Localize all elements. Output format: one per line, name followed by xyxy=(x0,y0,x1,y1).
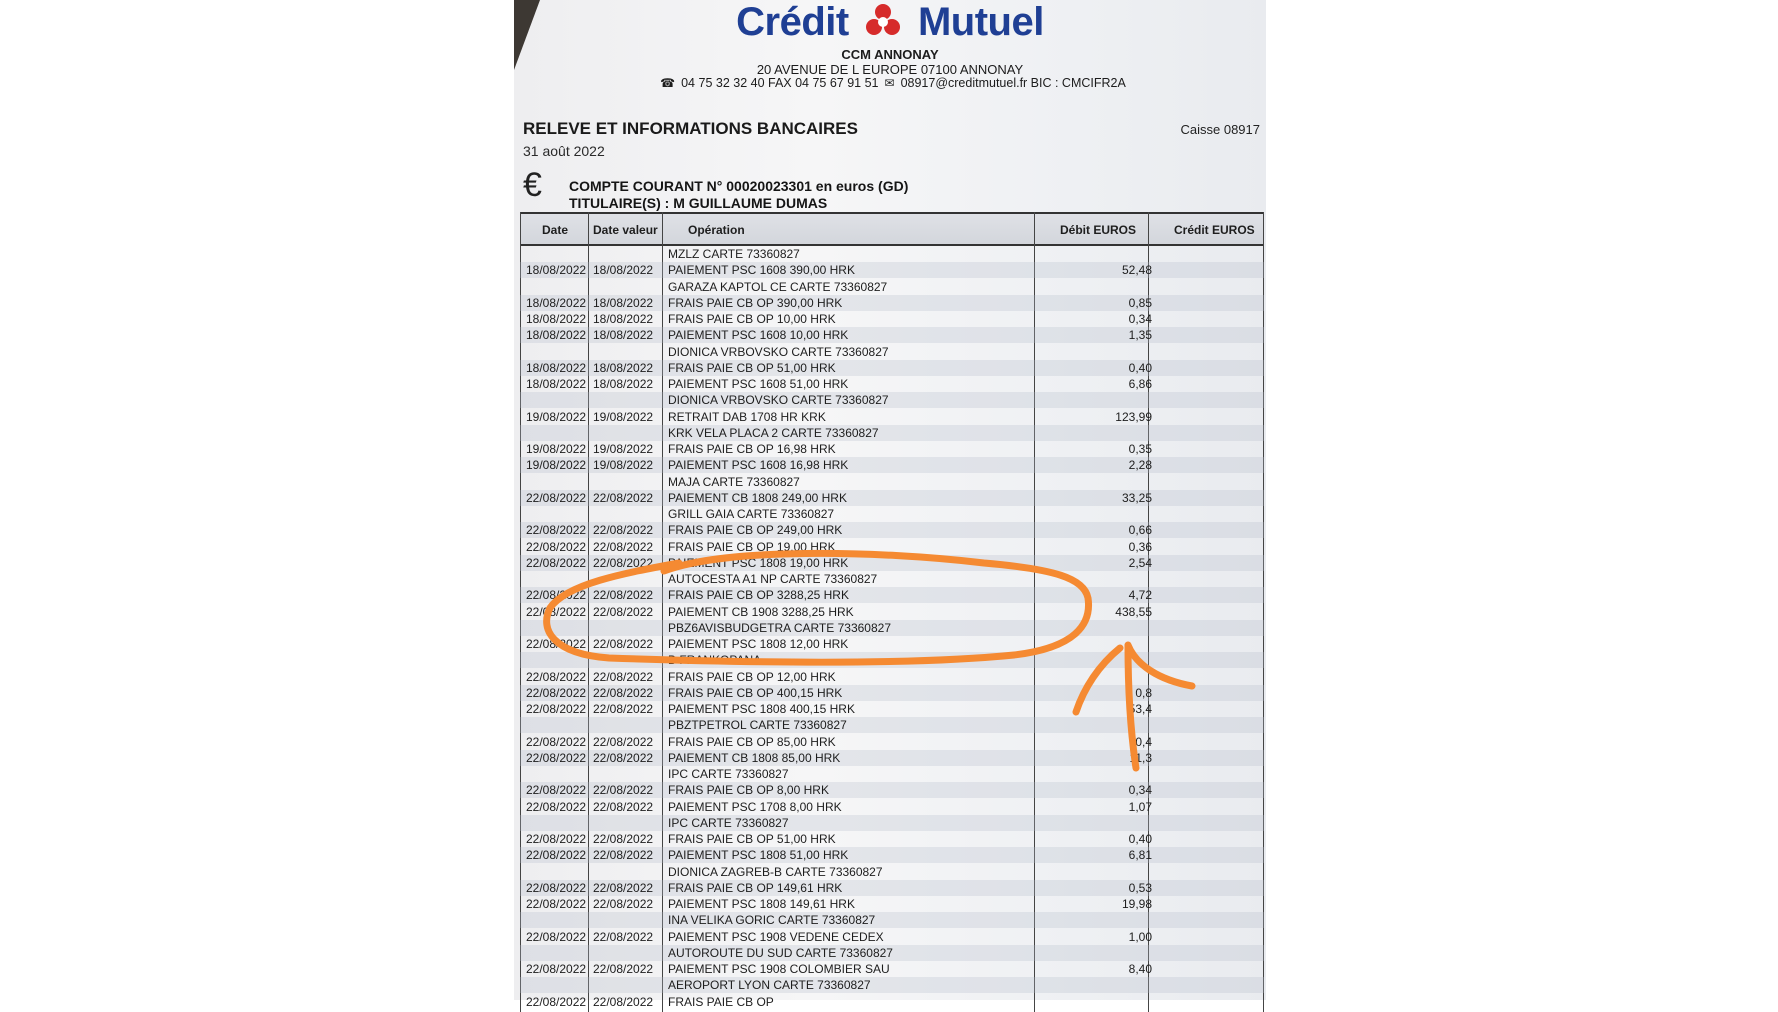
row-date: 22/08/2022 xyxy=(526,783,587,798)
row-date: 22/08/2022 xyxy=(526,880,587,895)
table-row xyxy=(520,799,1264,815)
row-debit: 33,25 xyxy=(1121,490,1152,505)
row-debit: 0,35 xyxy=(1128,442,1152,456)
row-date: 22/08/2022 xyxy=(526,539,587,554)
row-date: 22/08/2022 xyxy=(526,685,587,700)
row-operation: MAJA CARTE 73360827 xyxy=(668,474,800,489)
row-date: 18/08/2022 xyxy=(526,312,587,326)
row-value-date: 22/08/2022 xyxy=(593,799,654,814)
row-value-date: 22/08/2022 xyxy=(593,994,654,1009)
row-operation: PAIEMENT PSC 1608 16,98 HRK xyxy=(668,458,849,473)
table-row xyxy=(520,506,1264,522)
row-value-date: 19/08/2022 xyxy=(593,409,654,424)
table-row xyxy=(520,604,1264,620)
table-row xyxy=(520,327,1264,343)
row-date: 22/08/2022 xyxy=(526,848,587,863)
row-operation: FRAIS PAIE CB OP 12,00 HRK xyxy=(668,669,836,684)
row-operation: PAIEMENT PSC 1908 VEDENE CEDEX xyxy=(668,929,884,944)
row-operation: AEROPORT LYON CARTE 73360827 xyxy=(668,978,871,993)
row-operation: FRAIS PAIE CB OP 51,00 HRK xyxy=(668,832,836,846)
row-operation: PAIEMENT PSC 1608 51,00 HRK xyxy=(668,377,849,391)
table-row xyxy=(520,279,1264,295)
row-debit: 19,98 xyxy=(1121,897,1152,911)
table-row xyxy=(520,555,1264,571)
header-credit: Crédit EUROS xyxy=(1174,223,1255,237)
row-operation: INA VELIKA GORIC CARTE 73360827 xyxy=(668,913,876,928)
row-operation: FRAIS PAIE CB OP 19,00 HRK xyxy=(668,539,836,554)
row-date: 22/08/2022 xyxy=(526,897,587,911)
row-debit: 2,28 xyxy=(1128,458,1152,473)
header-value-date: Date valeur xyxy=(593,223,658,237)
phone-fax-text: 04 75 32 32 40 FAX 04 75 67 91 51 xyxy=(681,76,879,90)
table-row xyxy=(520,685,1264,701)
table-row xyxy=(520,961,1264,977)
row-date: 22/08/2022 xyxy=(526,555,587,570)
euro-icon: € xyxy=(523,166,542,204)
row-operation: IPC CARTE 73360827 xyxy=(668,815,789,830)
row-debit: 0,53 xyxy=(1128,880,1152,895)
row-value-date: 18/08/2022 xyxy=(593,295,654,310)
row-operation: PAIEMENT PSC 1708 8,00 HRK xyxy=(668,799,842,814)
row-date: 22/08/2022 xyxy=(526,490,587,505)
table-row xyxy=(520,571,1264,587)
row-operation: B FRANKOPANA xyxy=(668,653,762,668)
row-operation: FRAIS PAIE CB OP 10,00 HRK xyxy=(668,312,836,326)
row-date: 19/08/2022 xyxy=(526,458,587,473)
row-date: 22/08/2022 xyxy=(526,702,587,716)
row-value-date: 22/08/2022 xyxy=(593,539,654,554)
table-row xyxy=(520,441,1264,457)
row-debit: 4,72 xyxy=(1128,588,1152,603)
table-row xyxy=(520,409,1264,425)
row-date: 18/08/2022 xyxy=(526,360,587,375)
table-row xyxy=(520,457,1264,473)
row-operation: PAIEMENT CB 1808 85,00 HRK xyxy=(668,750,841,765)
row-value-date: 18/08/2022 xyxy=(593,360,654,375)
table-row xyxy=(520,360,1264,376)
header-date: Date xyxy=(542,223,569,237)
table-row xyxy=(520,994,1264,1010)
table-row xyxy=(520,945,1264,961)
row-operation: PAIEMENT PSC 1808 19,00 HRK xyxy=(668,555,849,570)
row-date: 19/08/2022 xyxy=(526,442,587,456)
row-date: 22/08/2022 xyxy=(526,750,587,765)
row-value-date: 22/08/2022 xyxy=(593,669,654,684)
row-operation: GARAZA KAPTOL CE CARTE 73360827 xyxy=(668,279,888,294)
row-operation: KRK VELA PLACA 2 CARTE 73360827 xyxy=(668,425,879,440)
row-operation: DIONICA ZAGREB-B CARTE 73360827 xyxy=(668,864,883,879)
row-debit: 8,40 xyxy=(1128,962,1152,976)
row-operation: PBZ6AVISBUDGETRA CARTE 73360827 xyxy=(668,620,891,635)
table-row xyxy=(520,636,1264,652)
brand-word-right: Mutuel xyxy=(917,0,1044,44)
brand-word-left: Crédit xyxy=(736,0,849,44)
table-row xyxy=(520,490,1264,506)
row-operation: PAIEMENT PSC 1808 12,00 HRK xyxy=(668,637,849,651)
agency-contact xyxy=(514,76,1266,90)
row-debit: 0,66 xyxy=(1128,523,1152,538)
row-value-date: 22/08/2022 xyxy=(593,832,654,846)
table-row xyxy=(520,977,1264,993)
caisse-number: Caisse 08917 xyxy=(1180,122,1260,137)
transactions-table xyxy=(520,212,1264,1012)
row-value-date: 22/08/2022 xyxy=(593,523,654,538)
row-debit: 0,40 xyxy=(1128,832,1152,846)
row-value-date: 22/08/2022 xyxy=(593,750,654,765)
email-bic-text: 08917@creditmutuel.fr BIC : CMCIFR2A xyxy=(900,76,1126,90)
row-value-date: 18/08/2022 xyxy=(593,328,654,343)
row-value-date: 22/08/2022 xyxy=(593,490,654,505)
row-debit: 0,85 xyxy=(1128,295,1152,310)
row-date: 22/08/2022 xyxy=(526,604,587,619)
row-date: 22/08/2022 xyxy=(526,734,587,749)
row-debit: 0,34 xyxy=(1128,783,1152,798)
table-row xyxy=(520,782,1264,798)
row-operation: DIONICA VRBOVSKO CARTE 73360827 xyxy=(668,344,889,359)
table-row xyxy=(520,522,1264,538)
row-operation: DIONICA VRBOVSKO CARTE 73360827 xyxy=(668,393,889,408)
credit-mutuel-logo-icon xyxy=(863,1,903,41)
table-row xyxy=(520,847,1264,863)
row-date: 22/08/2022 xyxy=(526,929,587,944)
row-value-date: 22/08/2022 xyxy=(593,637,654,651)
table-row xyxy=(520,734,1264,750)
row-value-date: 19/08/2022 xyxy=(593,442,654,456)
row-date: 22/08/2022 xyxy=(526,994,587,1009)
row-debit: 1,35 xyxy=(1128,328,1152,343)
row-operation: FRAIS PAIE CB OP 16,98 HRK xyxy=(668,442,836,456)
row-value-date: 22/08/2022 xyxy=(593,880,654,895)
table-row xyxy=(520,717,1264,733)
row-date: 22/08/2022 xyxy=(526,588,587,603)
table-row xyxy=(520,539,1264,555)
table-row xyxy=(520,295,1264,311)
row-operation: PAIEMENT CB 1908 3288,25 HRK xyxy=(668,604,854,619)
row-debit: 11,3 xyxy=(1129,750,1152,765)
row-debit: 6,86 xyxy=(1128,377,1152,391)
statement-photo xyxy=(514,0,1266,1009)
row-date: 19/08/2022 xyxy=(526,409,587,424)
row-date: 22/08/2022 xyxy=(526,669,587,684)
row-date: 18/08/2022 xyxy=(526,377,587,391)
row-operation: PAIEMENT PSC 1808 149,61 HRK xyxy=(668,897,855,911)
table-row xyxy=(520,652,1264,668)
row-operation: GRILL GAIA CARTE 73360827 xyxy=(668,507,835,521)
row-operation: PAIEMENT PSC 1808 400,15 HRK xyxy=(668,702,855,716)
row-date: 22/08/2022 xyxy=(526,799,587,814)
row-operation: IPC CARTE 73360827 xyxy=(668,767,789,781)
table-row xyxy=(520,620,1264,636)
table-row xyxy=(520,425,1264,441)
row-debit: 53,4 xyxy=(1128,702,1152,716)
row-value-date: 18/08/2022 xyxy=(593,263,654,278)
row-operation: FRAIS PAIE CB OP xyxy=(668,994,774,1009)
row-debit: 6,81 xyxy=(1128,848,1152,863)
table-header xyxy=(520,212,1264,246)
row-value-date: 22/08/2022 xyxy=(593,962,654,976)
table-row xyxy=(520,587,1264,603)
table-row xyxy=(520,262,1264,278)
row-date: 18/08/2022 xyxy=(526,295,587,310)
row-value-date: 19/08/2022 xyxy=(593,458,654,473)
row-operation: FRAIS PAIE CB OP 400,15 HRK xyxy=(668,685,843,700)
mail-icon: ✉ xyxy=(884,76,895,90)
header-operation: Opération xyxy=(688,223,745,237)
agency-address: 20 AVENUE DE L EUROPE 07100 ANNONAY xyxy=(756,62,1024,77)
account-holder: TITULAIRE(S) : M GUILLAUME DUMAS xyxy=(569,195,828,211)
row-operation: PAIEMENT PSC 1908 COLOMBIER SAU xyxy=(668,962,890,976)
table-row xyxy=(520,669,1264,685)
agency-name: CCM ANNONAY xyxy=(841,47,939,62)
row-operation: PAIEMENT CB 1808 249,00 HRK xyxy=(668,490,847,505)
row-value-date: 22/08/2022 xyxy=(593,734,654,749)
row-debit: 0,8 xyxy=(1135,685,1152,700)
row-operation: FRAIS PAIE CB OP 249,00 HRK xyxy=(668,523,843,538)
row-value-date: 22/08/2022 xyxy=(593,929,654,944)
row-operation: FRAIS PAIE CB OP 85,00 HRK xyxy=(668,734,836,749)
row-value-date: 22/08/2022 xyxy=(593,702,654,716)
row-operation: AUTOROUTE DU SUD CARTE 73360827 xyxy=(668,945,893,960)
table-row xyxy=(520,929,1264,945)
row-operation: FRAIS PAIE CB OP 3288,25 HRK xyxy=(668,588,849,603)
row-date: 22/08/2022 xyxy=(526,523,587,538)
row-date: 22/08/2022 xyxy=(526,637,587,651)
row-operation: AUTOCESTA A1 NP CARTE 73360827 xyxy=(668,572,878,586)
phone-icon: ☎ xyxy=(660,76,676,90)
table-row xyxy=(520,311,1264,327)
row-operation: MZLZ CARTE 73360827 xyxy=(668,247,800,261)
table-row xyxy=(520,831,1264,847)
table-row xyxy=(520,880,1264,896)
row-operation: PAIEMENT PSC 1608 10,00 HRK xyxy=(668,328,849,343)
table-row xyxy=(520,246,1264,262)
table-row xyxy=(520,376,1264,392)
row-date: 18/08/2022 xyxy=(526,263,587,278)
row-operation: FRAIS PAIE CB OP 149,61 HRK xyxy=(668,880,843,895)
statement-title: RELEVE ET INFORMATIONS BANCAIRES xyxy=(523,119,858,138)
row-operation: FRAIS PAIE CB OP 51,00 HRK xyxy=(668,360,836,375)
row-value-date: 22/08/2022 xyxy=(593,685,654,700)
row-date: 22/08/2022 xyxy=(526,832,587,846)
row-debit: 0,36 xyxy=(1128,539,1152,554)
table-row xyxy=(520,750,1264,766)
row-value-date: 18/08/2022 xyxy=(593,312,654,326)
table-row xyxy=(520,864,1264,880)
row-date: 22/08/2022 xyxy=(526,962,587,976)
table-row xyxy=(520,815,1264,831)
row-debit: 438,55 xyxy=(1115,604,1152,619)
row-value-date: 22/08/2022 xyxy=(593,897,654,911)
row-date: 18/08/2022 xyxy=(526,328,587,343)
row-operation: FRAIS PAIE CB OP 8,00 HRK xyxy=(668,783,829,798)
table-row xyxy=(520,344,1264,360)
row-debit: 123,99 xyxy=(1115,409,1152,424)
row-debit: 0,4 xyxy=(1135,734,1152,749)
table-row xyxy=(520,392,1264,408)
row-debit: 2,54 xyxy=(1128,555,1152,570)
account-number: COMPTE COURANT N° 00020023301 en euros (GD) xyxy=(569,178,909,194)
table-row xyxy=(520,701,1264,717)
row-operation: FRAIS PAIE CB OP 390,00 HRK xyxy=(668,295,843,310)
account-info xyxy=(569,178,908,212)
row-debit: 0,40 xyxy=(1128,360,1152,375)
row-operation: PAIEMENT PSC 1808 51,00 HRK xyxy=(668,848,849,863)
row-value-date: 22/08/2022 xyxy=(593,555,654,570)
row-value-date: 22/08/2022 xyxy=(593,848,654,863)
row-operation: PAIEMENT PSC 1608 390,00 HRK xyxy=(668,263,855,278)
row-debit: 1,07 xyxy=(1128,799,1152,814)
table-row xyxy=(520,766,1264,782)
table-row xyxy=(520,896,1264,912)
table-row xyxy=(520,474,1264,490)
row-debit: 1,00 xyxy=(1128,929,1152,944)
table-row xyxy=(520,912,1264,928)
row-operation: PBZTPETROL CARTE 73360827 xyxy=(668,718,847,733)
row-debit: 52,48 xyxy=(1121,263,1152,278)
row-value-date: 22/08/2022 xyxy=(593,604,654,619)
row-value-date: 22/08/2022 xyxy=(593,783,654,798)
row-operation: RETRAIT DAB 1708 HR KRK xyxy=(668,409,826,424)
header-debit: Débit EUROS xyxy=(1060,223,1137,237)
row-value-date: 22/08/2022 xyxy=(593,588,654,603)
row-value-date: 18/08/2022 xyxy=(593,377,654,391)
statement-date: 31 août 2022 xyxy=(523,143,605,159)
row-debit: 0,34 xyxy=(1128,312,1152,326)
bank-logo xyxy=(514,0,1266,45)
